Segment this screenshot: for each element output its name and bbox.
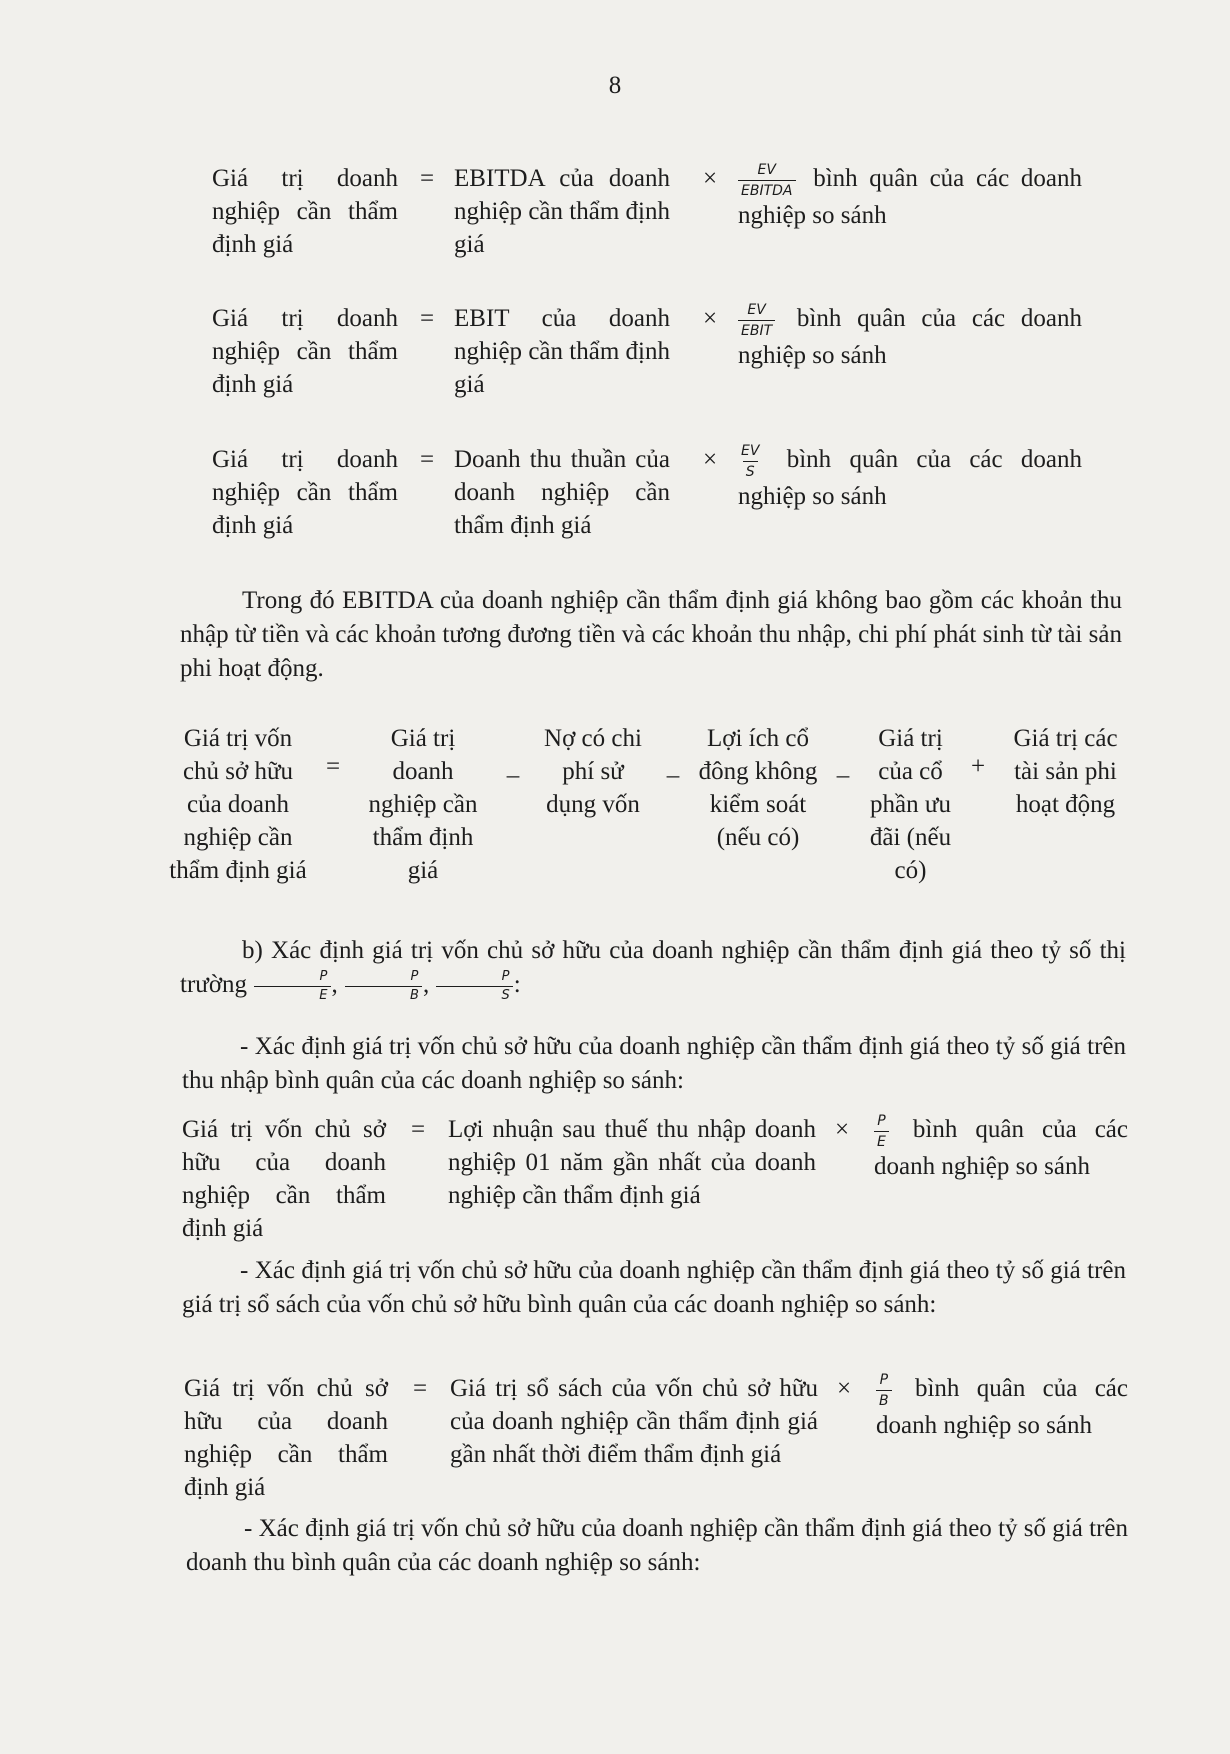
equity-term: Giá trị vốn chủ sở hữu của doanh nghiệp cần thẩm định giá <box>169 725 307 884</box>
ratio-numerator: P <box>879 1372 889 1388</box>
formula-middle: Lợi nhuận sau thuế thu nhập doanh nghiệp 01 năm gần nhất của doanh nghiệp cần thẩm định giá <box>448 1116 816 1209</box>
ebitda-note-paragraph: Trong đó EBITDA của doanh nghiệp cần thẩm định giá không bao gồm các khoản thu nhập từ tiền và các khoản tương đương tiền và các khoản thu nhập, chi phí phát sinh từ tài sản phi hoạt động. <box>180 587 1122 682</box>
minus-sign: _ <box>506 753 520 780</box>
formula-rhs <box>864 1372 1128 1504</box>
ratio-denominator: EBITDA <box>738 180 796 199</box>
times-sign: × <box>834 1116 850 1143</box>
minus-sign: _ <box>836 753 850 780</box>
pe-intro-paragraph: - Xác định giá trị vốn chủ sở hữu của doanh nghiệp cần thẩm định giá theo tỷ số giá trên thu nhập bình quân của các doanh nghiệp so sánh: <box>182 1033 1126 1094</box>
ratio-denominator: S <box>743 461 758 480</box>
equals-sign: = <box>419 165 435 192</box>
times-sign: × <box>702 446 718 473</box>
ps-ratio <box>436 970 512 1003</box>
ev-ebitda-formula <box>212 162 1082 261</box>
ratio-description: bình quân của các doanh nghiệp so sánh <box>738 165 1083 229</box>
equity-term: Lợi ích cổ đông không kiểm soát (nếu có) <box>698 725 818 851</box>
plus-sign: + <box>970 753 986 780</box>
formula-lhs: Giá trị vốn chủ sở hữu của doanh nghiệp cần thẩm định giá <box>182 1116 386 1242</box>
p-b-ratio <box>876 1372 892 1409</box>
pb-intro-paragraph: - Xác định giá trị vốn chủ sở hữu của doanh nghiệp cần thẩm định giá theo tỷ số giá trên giá trị sổ sách của vốn chủ sở hữu bình quân của các doanh nghiệp so sánh: <box>182 1257 1126 1318</box>
ratio-numerator: P <box>877 1113 886 1129</box>
times-sign: × <box>702 165 718 192</box>
formula-lhs: Giá trị vốn chủ sở hữu của doanh nghiệp cần thẩm định giá <box>184 1375 388 1501</box>
equals-sign: = <box>325 753 341 780</box>
colon: : <box>513 971 521 998</box>
equity-term: Giá trị của cổ phần ưu đãi (nếu có) <box>869 725 952 884</box>
times-sign: × <box>702 305 718 332</box>
formula-middle: Doanh thu thuần của doanh nghiệp cần thẩm định giá <box>454 446 670 539</box>
ratio-denominator: E <box>874 1131 889 1150</box>
equity-term: Giá trị doanh nghiệp cần thẩm định giá <box>368 725 478 884</box>
pb-formula <box>184 1372 1128 1504</box>
ratio-numerator: P <box>319 968 328 984</box>
ratio-description: bình quân của các doanh nghiệp so sánh <box>738 305 1082 369</box>
section-b-paragraph <box>180 934 1126 1003</box>
formula-lhs: Giá trị doanh nghiệp cần thẩm định giá <box>212 446 398 539</box>
formula-rhs <box>738 302 1082 401</box>
pe-formula <box>182 1113 1128 1245</box>
formula-middle: EBIT của doanh nghiệp cần thẩm định giá <box>454 305 670 398</box>
ratio-denominator: B <box>876 1390 892 1409</box>
ratio-description: bình quân của các doanh nghiệp so sánh <box>874 1116 1128 1180</box>
formula-rhs <box>862 1113 1128 1245</box>
ratio-numerator: P <box>501 968 510 984</box>
formula-rhs <box>738 162 1082 261</box>
p-e-ratio <box>874 1113 889 1150</box>
ps-intro-paragraph: - Xác định giá trị vốn chủ sở hữu của doanh nghiệp cần thẩm định giá theo tỷ số giá trên doanh thu bình quân của các doanh nghiệp so sánh: <box>186 1515 1128 1576</box>
formula-lhs: Giá trị doanh nghiệp cần thẩm định giá <box>212 305 398 398</box>
formula-rhs <box>738 443 1082 542</box>
ev-sales-formula <box>212 443 1082 542</box>
ratio-numerator: EV <box>741 443 760 459</box>
ev-ebit-formula <box>212 302 1082 401</box>
formula-middle: Giá trị sổ sách của vốn chủ sở hữu của doanh nghiệp cần thẩm định giá gần nhất thời điểm thẩm định giá <box>450 1375 818 1468</box>
page-number: 8 <box>608 72 622 99</box>
section-b-text: b) Xác định giá trị vốn chủ sở hữu của doanh nghiệp cần thẩm định giá theo tỷ số thị trường <box>180 937 1126 998</box>
ratio-denominator: E <box>254 986 330 1003</box>
equity-term: Giá trị các tài sản phi hoạt động <box>1013 725 1118 818</box>
formula-lhs: Giá trị doanh nghiệp cần thẩm định giá <box>212 165 398 258</box>
equals-sign: = <box>410 1116 426 1143</box>
ratio-numerator: EV <box>747 302 766 318</box>
times-sign: × <box>836 1375 852 1402</box>
ratio-denominator: EBIT <box>738 320 775 339</box>
ratio-separator: , <box>331 971 338 998</box>
ratio-numerator: P <box>410 968 419 984</box>
formula-middle: EBITDA của doanh nghiệp cần thẩm định giá <box>454 165 670 258</box>
ratio-separator: , <box>422 971 430 998</box>
equity-term: Nợ có chi phí sử dụng vốn <box>544 725 642 818</box>
equals-sign: = <box>419 446 435 473</box>
ratio-numerator: EV <box>757 162 776 178</box>
ratio-denominator: B <box>345 986 422 1003</box>
equity-value-formula <box>168 722 1128 887</box>
pb-ratio <box>345 970 422 1003</box>
ev-s-ratio <box>738 443 762 480</box>
ev-ebit-ratio <box>738 302 775 339</box>
equals-sign: = <box>412 1375 428 1402</box>
ratio-denominator: S <box>436 986 512 1003</box>
ev-ebitda-ratio <box>738 162 796 199</box>
ratio-description: bình quân của các doanh nghiệp so sánh <box>738 446 1083 510</box>
minus-sign: _ <box>666 753 680 780</box>
pe-ratio <box>254 970 330 1003</box>
equals-sign: = <box>419 305 435 332</box>
ratio-description: bình quân của các doanh nghiệp so sánh <box>876 1375 1128 1439</box>
